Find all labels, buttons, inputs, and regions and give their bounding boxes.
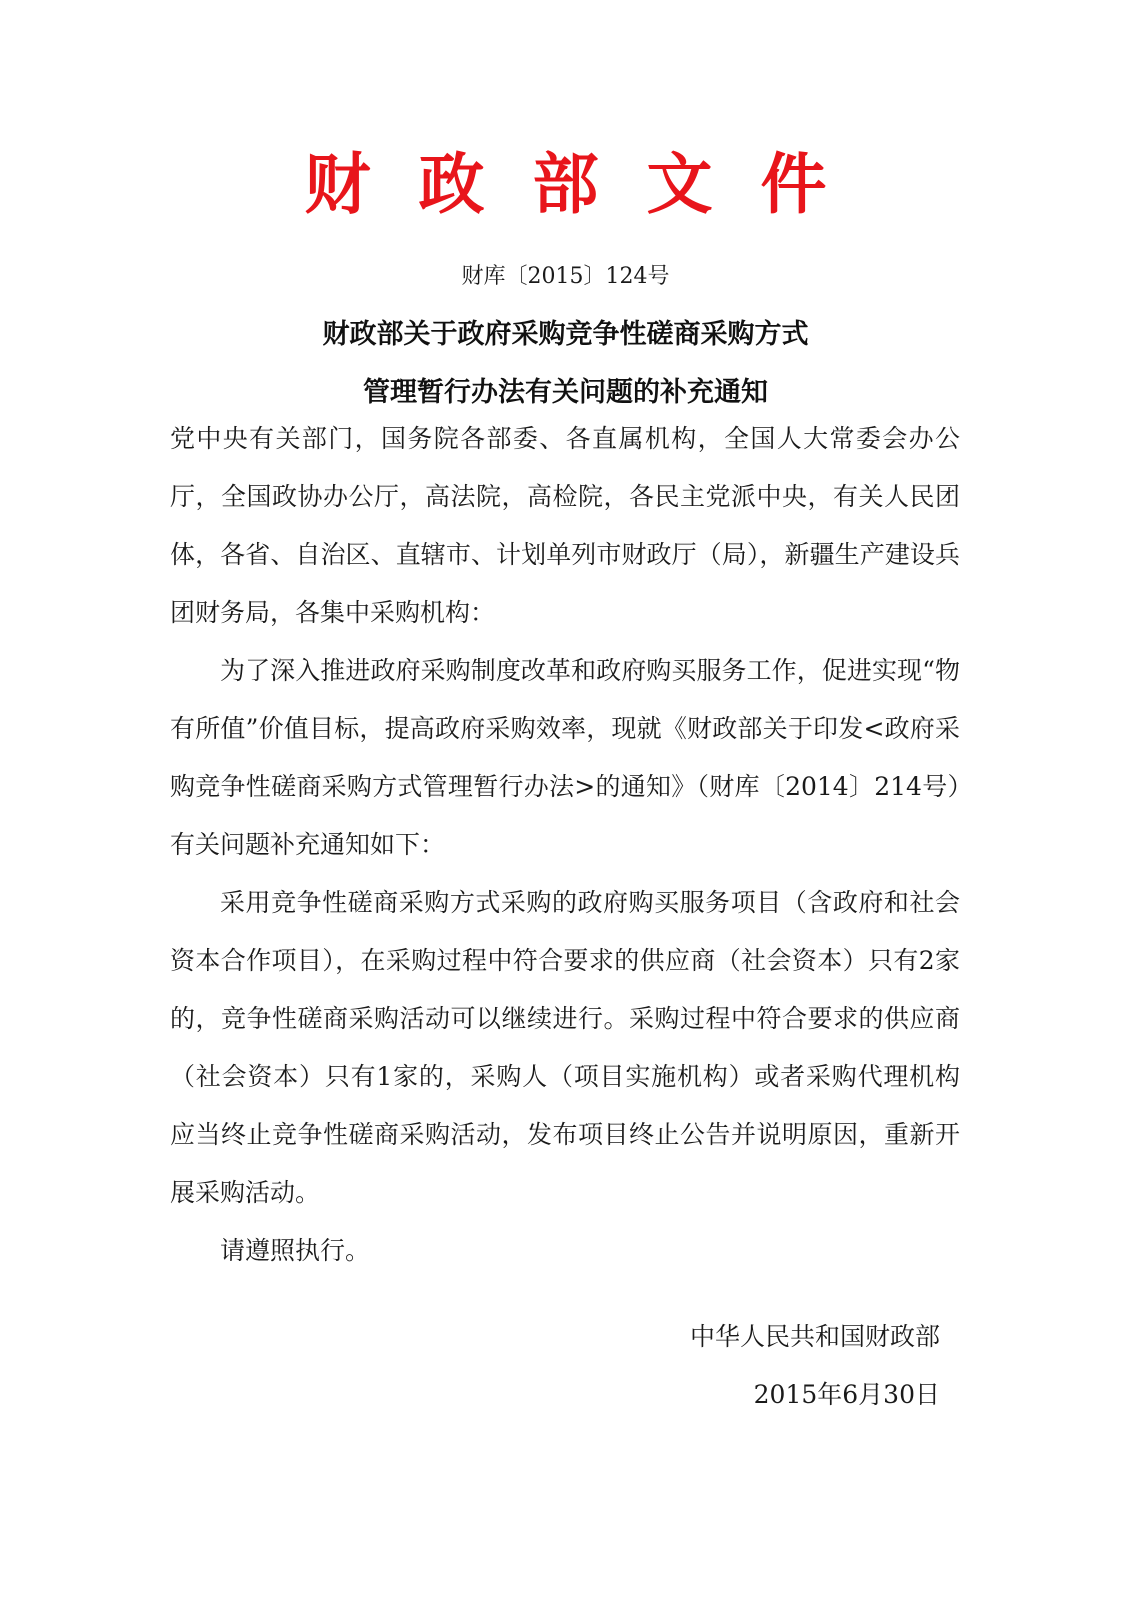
recipients-paragraph: 党中央有关部门，国务院各部委、各直属机构，全国人大常委会办公厅，全国政协办公厅，高法院，高检院，各民主党派中央，有关人民团体，各省、自治区、直辖市、计划单列市财政厅（局），新疆生产建设兵团财务局，各集中采购机构： [170, 424, 960, 627]
document-number: 财库〔2015〕124号 [461, 264, 670, 289]
issuer-banner: 财政部文件 [304, 146, 875, 223]
body-paragraph-1: 为了深入推进政府采购制度改革和政府购买服务工作，促进实现“物有所值”价值目标，提高政府采购效率，现就《财政部关于印发<政府采购竞争性磋商采购方式管理暂行办法>的通知》（财库〔2014〕214号）有关问题补充通知如下： [170, 656, 960, 859]
document-title-line-2: 管理暂行办法有关问题的补充通知 [363, 377, 768, 408]
body-paragraph-2: 采用竞争性磋商采购方式采购的政府购买服务项目（含政府和社会资本合作项目），在采购过程中符合要求的供应商（社会资本）只有2家的，竞争性磋商采购活动可以继续进行。采购过程中符合要求的供应商（社会资本）只有1家的，采购人（项目实施机构）或者采购代理机构应当终止竞争性磋商采购活动，发布项目终止公告并说明原因，重新开展采购活动。 [170, 888, 960, 1207]
closing-paragraph: 请遵照执行。 [220, 1236, 371, 1265]
signature-date: 2015年6月30日 [753, 1380, 940, 1409]
document-title [0, 306, 1131, 422]
document-title-line-1: 财政部关于政府采购竞争性磋商采购方式 [322, 319, 809, 350]
signature-organization: 中华人民共和国财政部 [689, 1322, 940, 1351]
